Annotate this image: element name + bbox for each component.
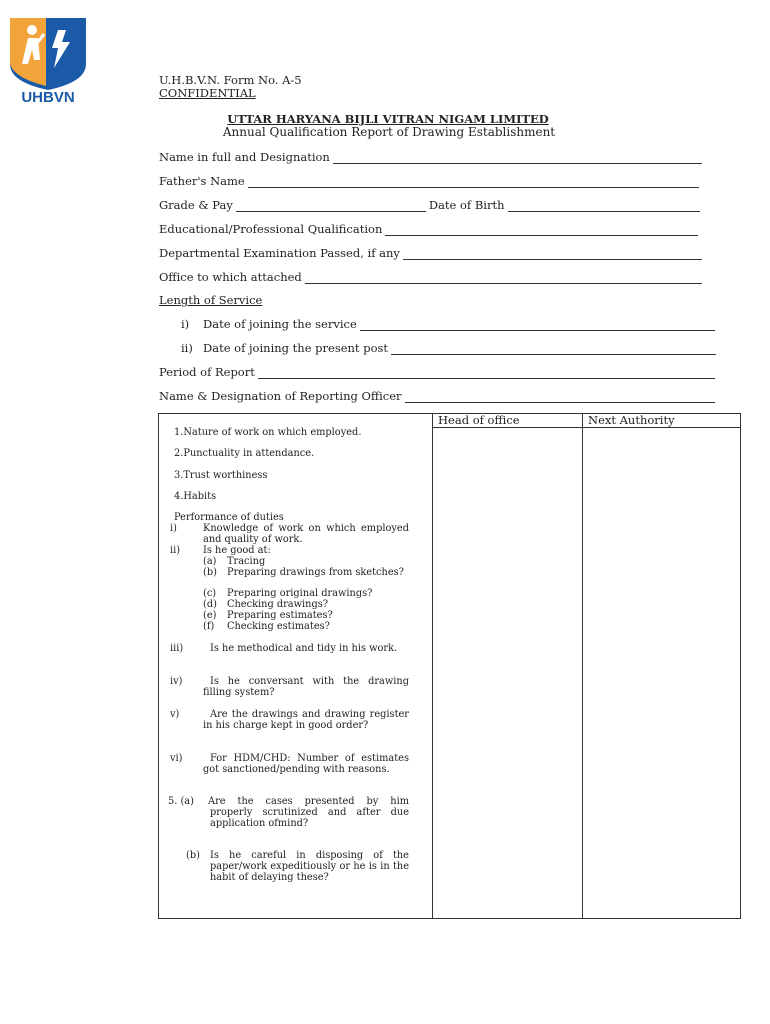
office-label: Office to which attached: [159, 270, 302, 284]
logo-wordmark: UHBVN: [21, 89, 75, 104]
joining-num: i): [181, 317, 190, 331]
head-of-office-input-cell[interactable]: [432, 428, 582, 918]
report-title: Annual Qualification Report of Drawing Establishment: [222, 125, 556, 139]
org-title: UTTAR HARYANA BIJLI VITRAN NIGAM LIMITED: [227, 112, 549, 126]
education-label: Educational/Professional Qualification: [159, 222, 383, 236]
perf-iii-text: Is he methodical and tidy in his work.: [210, 643, 398, 654]
sub-b-text: Preparing drawings from sketches?: [227, 567, 404, 578]
sub-e-key: (e): [203, 610, 217, 621]
education-field[interactable]: [159, 222, 698, 236]
sub-b-key: (b): [203, 567, 217, 578]
sub-e-text: Preparing estimates?: [227, 610, 333, 621]
period-field[interactable]: [159, 365, 715, 379]
present-num: ii): [181, 341, 193, 355]
question-3: 3.Trust worthiness: [174, 470, 268, 481]
assessment-table: [158, 413, 741, 919]
exam-field[interactable]: [159, 246, 702, 260]
perf-iv-num: iv): [170, 676, 183, 687]
present-post-label: Date of joining the present post: [203, 341, 389, 355]
question-5a-text: Are the cases presented by him properly scrutinized and after due application ofmind?: [208, 796, 409, 829]
grade-dob-field[interactable]: [159, 198, 700, 212]
sub-d-key: (d): [203, 599, 217, 610]
performance-heading: Performance of duties: [174, 512, 284, 523]
name-field[interactable]: [159, 150, 702, 164]
perf-i-num: i): [170, 523, 177, 534]
father-name-label: Father's Name: [159, 174, 245, 188]
length-of-service-heading: Length of Service: [159, 293, 263, 307]
office-field[interactable]: [159, 270, 702, 284]
perf-ii-num: ii): [170, 545, 181, 556]
perf-vi-num: vi): [170, 753, 183, 764]
joining-service-label: Date of joining the service: [203, 317, 357, 331]
dob-label: Date of Birth: [428, 198, 505, 212]
father-name-field[interactable]: [159, 174, 699, 188]
next-authority-header: Next Authority: [588, 413, 675, 427]
sub-c-key: (c): [203, 588, 217, 599]
question-4: 4.Habits: [174, 491, 217, 502]
form-number: U.H.B.V.N. Form No. A-5: [159, 73, 302, 87]
joining-service-field[interactable]: [181, 317, 715, 331]
uhbvn-logo: [8, 16, 88, 104]
question-5b-text: Is he careful in disposing of the paper/work expeditiously or he is in the habit of delaying these?: [210, 850, 409, 883]
perf-vi-text: For HDM/CHD: Number of estimates got sanctioned/pending with reasons.: [203, 753, 409, 775]
sub-f-key: (f): [203, 621, 215, 632]
question-5a-num: 5. (a): [168, 796, 194, 807]
perf-ii-text: Is he good at:: [203, 545, 271, 556]
confidential-label: CONFIDENTIAL: [159, 86, 256, 100]
sub-a-text: Tracing: [227, 556, 266, 567]
grade-label: Grade & Pay: [159, 198, 233, 212]
sub-c-text: Preparing original drawings?: [227, 588, 373, 599]
question-2: 2.Punctuality in attendance.: [174, 448, 315, 459]
perf-i-text: Knowledge of work on which employed and quality of work.: [203, 523, 409, 545]
perf-iii-num: iii): [170, 643, 184, 654]
exam-label: Departmental Examination Passed, if any: [159, 246, 400, 260]
present-post-field[interactable]: [181, 341, 716, 355]
perf-v-text: Are the drawings and drawing register in his charge kept in good order?: [203, 709, 409, 731]
reporting-officer-field[interactable]: [159, 389, 715, 403]
sub-a-key: (a): [203, 556, 217, 567]
perf-v-num: v): [170, 709, 180, 720]
reporting-officer-label: Name & Designation of Reporting Officer: [159, 389, 402, 403]
question-5b-num: (b): [186, 850, 200, 861]
head-of-office-header: Head of office: [438, 413, 520, 427]
sub-d-text: Checking drawings?: [227, 599, 329, 610]
name-label: Name in full and Designation: [159, 150, 330, 164]
question-1: 1.Nature of work on which employed.: [174, 427, 362, 438]
sub-f-text: Checking estimates?: [227, 621, 330, 632]
perf-iv-text: Is he conversant with the drawing filling system?: [203, 676, 409, 698]
next-authority-input-cell[interactable]: [583, 428, 740, 918]
period-label: Period of Report: [159, 365, 255, 379]
